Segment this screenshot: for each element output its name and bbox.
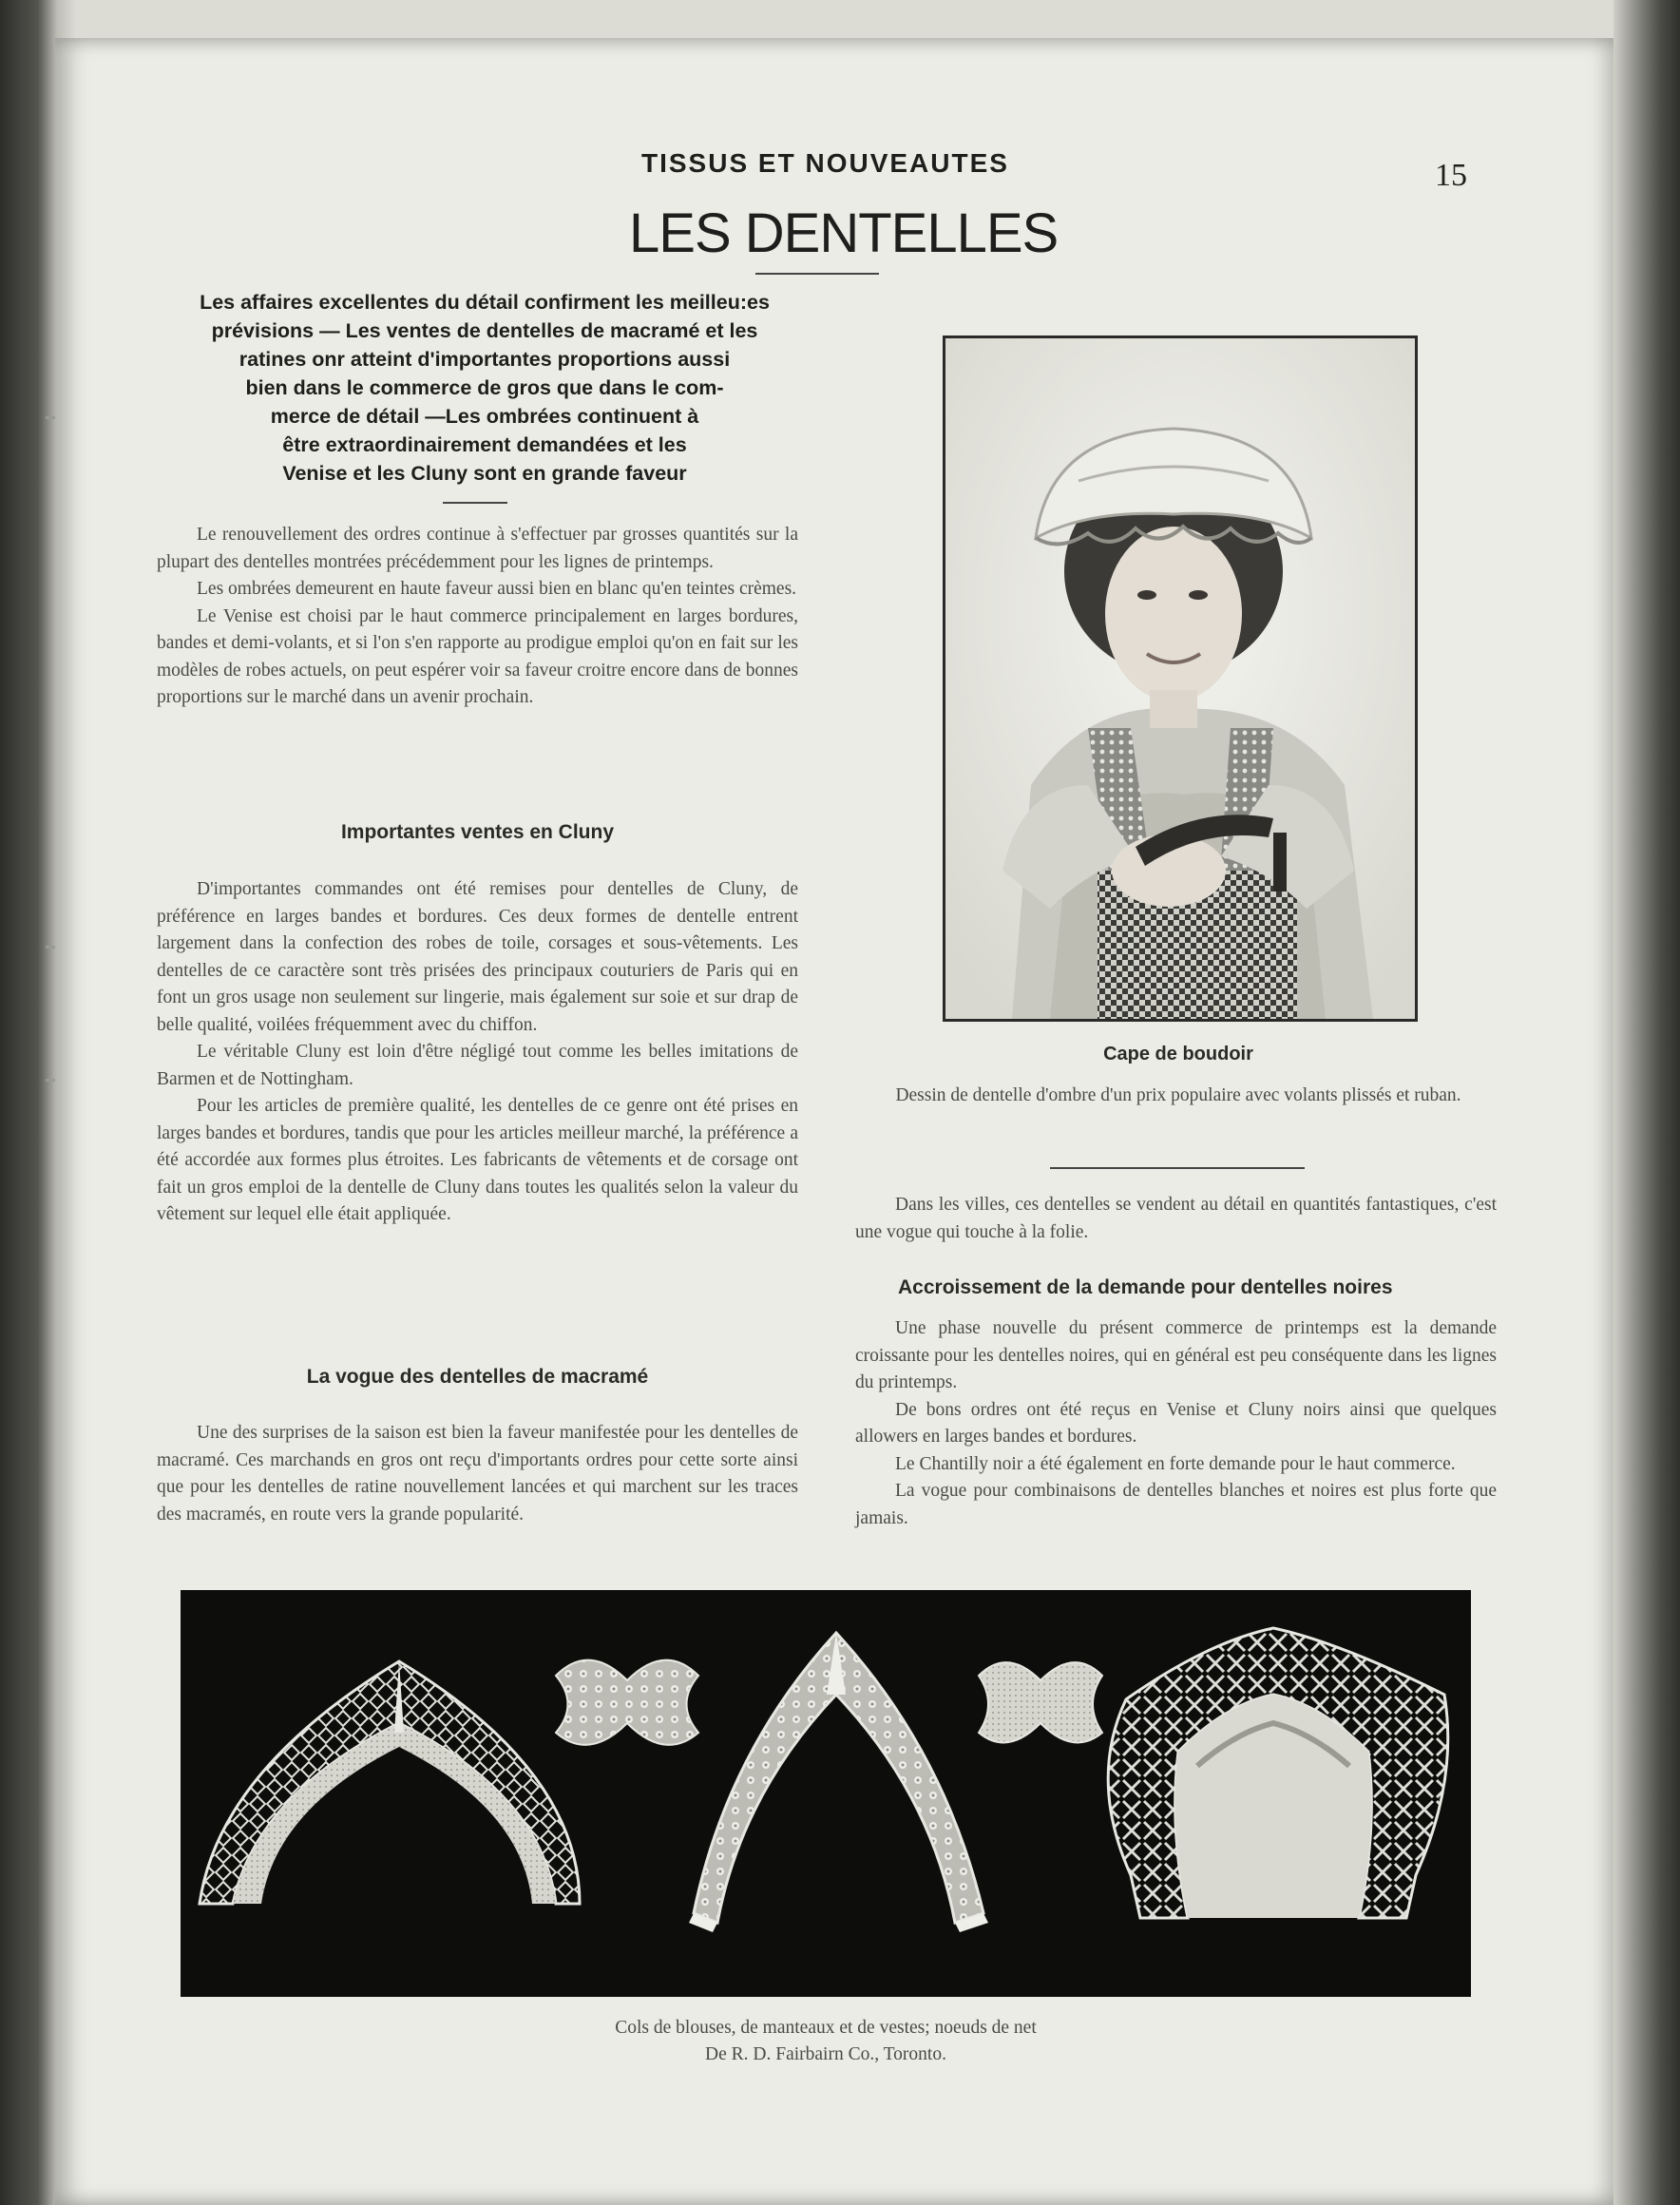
intro-text <box>157 522 798 712</box>
macrame-heading: La vogue des dentelles de macramé <box>306 1366 649 1388</box>
article-deck <box>152 288 817 488</box>
page-title: LES DENTELLES <box>629 202 1059 264</box>
black-lace-text <box>855 1315 1497 1532</box>
binding-mark <box>46 1079 55 1082</box>
paragraph: Dans les villes, ces dentelles se vendent au détail en quantités fantastiques, c'est une vogue qui touche à la folie. <box>855 1195 1497 1242</box>
cities-text <box>855 1192 1497 1246</box>
deck-line: Les affaires excellentes du détail confirment les meilleu:es <box>200 291 770 314</box>
deck-rule <box>443 502 507 504</box>
cluny-text <box>157 876 798 1229</box>
deck-line: être extraordinairement demandées et les <box>282 433 687 456</box>
photo-caption-title: Cape de boudoir <box>1103 1044 1253 1064</box>
paragraph: Le véritable Cluny est loin d'être négligé tout comme les belles imitations de Barmen et de Nottingham. <box>157 1042 798 1089</box>
photo-caption-text: Dessin de dentelle d'ombre d'un prix populaire avec volants plissés et ruban. <box>895 1085 1461 1105</box>
caption-rule <box>1050 1167 1305 1169</box>
lace-collars-illustration <box>181 1590 1471 1997</box>
macrame-text <box>157 1420 798 1528</box>
binding-mark <box>46 416 55 419</box>
title-rule <box>755 273 879 275</box>
section-header: TISSUS ET NOUVEAUTES <box>641 148 1009 178</box>
paragraph: Une phase nouvelle du présent commerce de printemps est la demande croissante pour les dentelles noires, qui en général est peu conséquente dans les lignes du printemps. <box>855 1318 1497 1392</box>
cluny-heading: Importantes ventes en Cluny <box>340 821 615 843</box>
paragraph: Les ombrées demeurent en haute faveur aussi bien en blanc qu'en teintes crèmes. <box>197 579 797 599</box>
boudoir-cap-photo <box>943 336 1418 1022</box>
paragraph: Une des surprises de la saison est bien la faveur manifestée pour les dentelles de macramé. Ces marchands en gros ont reçu d'importants ordres pour cette sorte ainsi que pour les dentelles de ratine nouvellement lancées et qui marchent sur les traces des macramés, en route vers la grande popularité. <box>157 1423 798 1524</box>
deck-line: Venise et les Cluny sont en grande faveur <box>282 462 687 485</box>
paragraph: De bons ordres ont été reçus en Venise et Cluny noirs ainsi que quelques allowers en larges bandes et bordures. <box>855 1399 1497 1447</box>
woman-portrait-illustration <box>945 338 1415 1019</box>
paragraph: Le renouvellement des ordres continue à s'effectuer par grosses quantités sur la plupart des dentelles montrées précédemment pour les lignes de printemps. <box>157 525 798 572</box>
deck-line: bien dans le commerce de gros que dans le com- <box>245 376 724 399</box>
deck-line: ratines onr atteint d'importantes proportions aussi <box>239 348 731 371</box>
deck-line: merce de détail —Les ombrées continuent à <box>270 405 699 428</box>
caption-line: Cols de blouses, de manteaux et de vestes; noeuds de net <box>615 2018 1037 2038</box>
deck-line: prévisions — Les ventes de dentelles de macramé et les <box>211 319 758 342</box>
paragraph: Le Chantilly noir a été également en forte demande pour le haut commerce. <box>895 1453 1456 1474</box>
caption-line: De R. D. Fairbairn Co., Toronto. <box>705 2044 946 2064</box>
paragraph: Le Venise est choisi par le haut commerce principalement en larges bordures, bandes et demi-volants, et si l'on s'en rapporte au prodigue emploi qu'on en fait sur les modèles de robes actuels, on peut espérer voir sa faveur croitre encore dans de bonnes proportions sur le marché dans un avenir prochain. <box>157 605 798 707</box>
paragraph: D'importantes commandes ont été remises pour dentelles de Cluny, de préférence en larges bandes et bordures. Ces deux formes de dentelle entrent largement dans la confection des robes de toile, corsages et sous-vêtements. Les dentelles de ce caractère sont très prisées des principaux couturiers de Paris qui en font un gros usage non seulement sur lingerie, mais également sur soie et sur drap de belle qualité, voilées fréquemment avec du chiffon. <box>157 879 798 1035</box>
paragraph: La vogue pour combinaisons de dentelles blanches et noires est plus forte que jamais. <box>855 1481 1497 1528</box>
bottom-caption <box>181 2015 1471 2068</box>
page-number: 15 <box>1435 158 1467 193</box>
book-edge <box>1613 0 1680 2205</box>
black-lace-heading: Accroissement de la demande pour dentelles noires <box>898 1276 1393 1298</box>
paragraph: Pour les articles de première qualité, les dentelles de ce genre ont été prises en larges bandes et bordures, tandis que pour les articles meilleur marché, la préférence a été accordée aux formes plus étroites. Les fabricants de vêtements et de corsage ont fait un gros emploi de la dentelle de Cluny dans toutes les qualités selon la valeur du vêtement sur lequel elle était appliquée. <box>157 1096 798 1224</box>
binding-mark <box>46 946 55 949</box>
lace-collars-photo <box>181 1590 1471 1997</box>
